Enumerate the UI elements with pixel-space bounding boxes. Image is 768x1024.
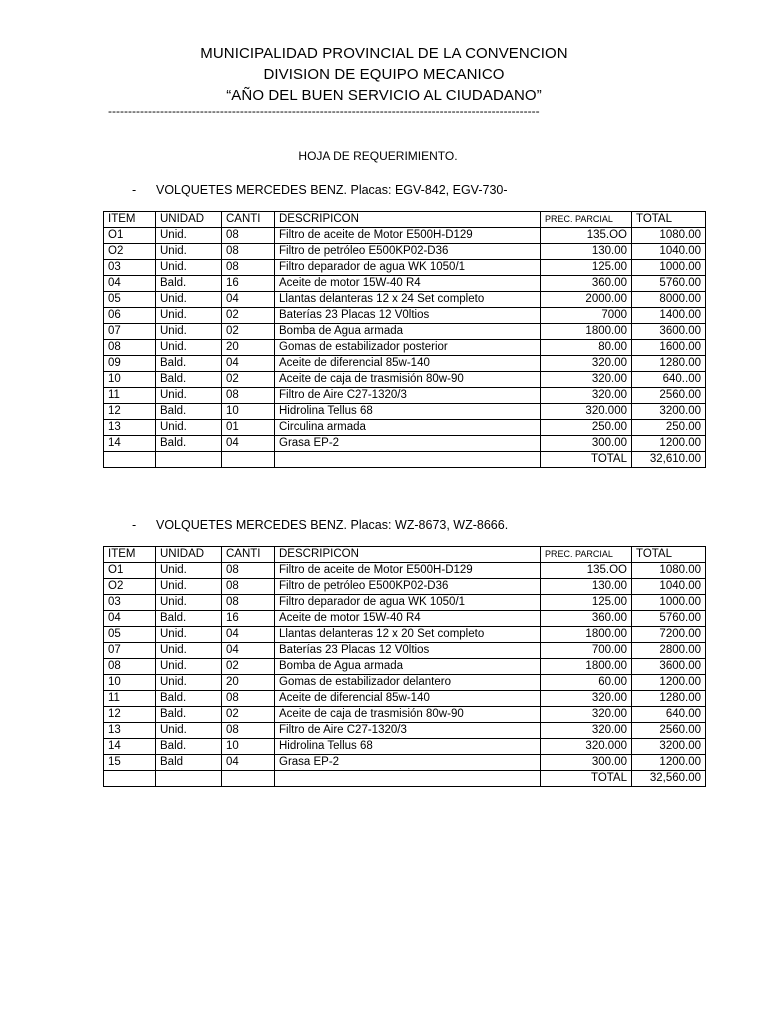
canti-cell: 04 [222,643,275,659]
total-cell: 1040.00 [632,579,706,595]
table-row [104,260,706,276]
unidad-cell: Unid. [156,675,222,691]
prec-parcial-cell: 320.000 [541,404,632,420]
table-row [104,707,706,723]
table-row [104,643,706,659]
unidad-cell: Bald [156,755,222,771]
item-cell: 08 [104,659,156,675]
empty-cell [104,771,156,787]
total-cell: 250.00 [632,420,706,436]
table-row [104,436,706,452]
unidad-cell: Unid. [156,388,222,404]
table-row [104,595,706,611]
canti-cell: 08 [222,723,275,739]
canti-cell: 10 [222,404,275,420]
prec-parcial-cell: 320.00 [541,723,632,739]
empty-cell [275,771,541,787]
descripcion-cell: Hidrolina Tellus 68 [275,404,541,420]
descripcion-cell: Baterías 23 Placas 12 V0ltios [275,643,541,659]
prec-parcial-cell: 2000.00 [541,292,632,308]
prec-parcial-cell: 320.00 [541,372,632,388]
prec-parcial-cell: 1800.00 [541,324,632,340]
total-cell: 3200.00 [632,739,706,755]
grand-total-value: 32,560.00 [632,771,706,787]
table-row [104,420,706,436]
total-cell: 3200.00 [632,404,706,420]
total-cell: 1040.00 [632,244,706,260]
canti-cell: 04 [222,436,275,452]
total-cell: 1080.00 [632,563,706,579]
col-header-descripcion: DESCRIPICON [275,212,541,228]
item-cell: 03 [104,260,156,276]
descripcion-cell: Aceite de motor 15W-40 R4 [275,276,541,292]
requirement-table-1 [103,211,706,468]
descripcion-cell: Filtro de aceite de Motor E500H-D129 [275,228,541,244]
document-title: HOJA DE REQUERIMIENTO. [298,149,458,163]
unidad-cell: Unid. [156,228,222,244]
total-cell: 640.00 [632,707,706,723]
total-row [104,452,706,468]
canti-cell: 04 [222,755,275,771]
unidad-cell: Unid. [156,723,222,739]
col-header-prec-parcial: PREC. PARCIAL [541,212,632,228]
total-cell: 1080.00 [632,228,706,244]
unidad-cell: Bald. [156,372,222,388]
prec-parcial-cell: 320.00 [541,707,632,723]
table-header-row [104,547,706,563]
grand-total-value: 32,610.00 [632,452,706,468]
item-cell: 05 [104,292,156,308]
col-header-total: TOTAL [632,547,706,563]
section-dash: - [132,518,137,532]
item-cell: 11 [104,691,156,707]
canti-cell: 08 [222,595,275,611]
item-cell: 05 [104,627,156,643]
col-header-unidad: UNIDAD [156,547,222,563]
item-cell: 10 [104,372,156,388]
canti-cell: 08 [222,563,275,579]
col-header-unidad: UNIDAD [156,212,222,228]
unidad-cell: Unid. [156,579,222,595]
table-row [104,755,706,771]
col-header-canti: CANTI [222,212,275,228]
total-cell: 640..00 [632,372,706,388]
unidad-cell: Unid. [156,420,222,436]
canti-cell: 08 [222,691,275,707]
descripcion-cell: Llantas delanteras 12 x 20 Set completo [275,627,541,643]
item-cell: 14 [104,739,156,755]
col-header-total: TOTAL [632,212,706,228]
header-line-division: DIVISION DE EQUIPO MECANICO [263,66,505,83]
item-cell: 12 [104,707,156,723]
descripcion-cell: Circulina armada [275,420,541,436]
item-cell: 03 [104,595,156,611]
unidad-cell: Bald. [156,276,222,292]
table-row [104,372,706,388]
prec-parcial-cell: 60.00 [541,675,632,691]
descripcion-cell: Llantas delanteras 12 x 24 Set completo [275,292,541,308]
unidad-cell: Unid. [156,563,222,579]
unidad-cell: Unid. [156,595,222,611]
total-cell: 3600.00 [632,659,706,675]
descripcion-cell: Bomba de Agua armada [275,659,541,675]
descripcion-cell: Filtro deparador de agua WK 1050/1 [275,260,541,276]
descripcion-cell: Filtro de petróleo E500KP02-D36 [275,579,541,595]
requirement-table-2 [103,546,706,787]
descripcion-cell: Grasa EP-2 [275,755,541,771]
descripcion-cell: Gomas de estabilizador delantero [275,675,541,691]
item-cell: 07 [104,643,156,659]
canti-cell: 10 [222,739,275,755]
table-row [104,308,706,324]
unidad-cell: Unid. [156,260,222,276]
item-cell: 12 [104,404,156,420]
unidad-cell: Unid. [156,627,222,643]
prec-parcial-cell: 700.00 [541,643,632,659]
canti-cell: 02 [222,372,275,388]
empty-cell [104,452,156,468]
total-cell: 1280.00 [632,356,706,372]
prec-parcial-cell: 1800.00 [541,659,632,675]
unidad-cell: Unid. [156,308,222,324]
item-cell: 14 [104,436,156,452]
table-row [104,244,706,260]
table-row [104,388,706,404]
empty-cell [222,771,275,787]
prec-parcial-cell: 300.00 [541,755,632,771]
item-cell: 11 [104,388,156,404]
descripcion-cell: Hidrolina Tellus 68 [275,739,541,755]
item-cell: 07 [104,324,156,340]
unidad-cell: Unid. [156,292,222,308]
canti-cell: 01 [222,420,275,436]
canti-cell: 02 [222,707,275,723]
prec-parcial-cell: 125.00 [541,595,632,611]
col-header-item: ITEM [104,547,156,563]
canti-cell: 02 [222,308,275,324]
unidad-cell: Unid. [156,643,222,659]
total-cell: 2560.00 [632,388,706,404]
prec-parcial-cell: 360.00 [541,611,632,627]
prec-parcial-cell: 130.00 [541,244,632,260]
descripcion-cell: Filtro de Aire C27-1320/3 [275,723,541,739]
descripcion-cell: Filtro de petróleo E500KP02-D36 [275,244,541,260]
item-cell: 04 [104,276,156,292]
prec-parcial-cell: 1800.00 [541,627,632,643]
section-title: VOLQUETES MERCEDES BENZ. Placas: WZ-8673, WZ-8666. [156,518,509,532]
total-cell: 1280.00 [632,691,706,707]
unidad-cell: Unid. [156,244,222,260]
header-line-year-motto: “AÑO DEL BUEN SERVICIO AL CIUDADANO” [226,87,542,104]
unidad-cell: Bald. [156,611,222,627]
col-header-prec-parcial: PREC. PARCIAL [541,547,632,563]
total-label: TOTAL [541,452,632,468]
canti-cell: 16 [222,276,275,292]
prec-parcial-cell: 360.00 [541,276,632,292]
table-row [104,739,706,755]
item-cell: 10 [104,675,156,691]
table-row [104,324,706,340]
total-label: TOTAL [541,771,632,787]
total-row [104,771,706,787]
canti-cell: 20 [222,340,275,356]
canti-cell: 08 [222,228,275,244]
prec-parcial-cell: 7000 [541,308,632,324]
canti-cell: 08 [222,388,275,404]
prec-parcial-cell: 125.00 [541,260,632,276]
descripcion-cell: Aceite de diferencial 85w-140 [275,356,541,372]
prec-parcial-cell: 300.00 [541,436,632,452]
descripcion-cell: Aceite de diferencial 85w-140 [275,691,541,707]
prec-parcial-cell: 320.000 [541,739,632,755]
item-cell: 13 [104,723,156,739]
table-row [104,340,706,356]
section-heading-1 [132,182,508,198]
prec-parcial-cell: 320.00 [541,388,632,404]
canti-cell: 04 [222,627,275,643]
total-cell: 7200.00 [632,627,706,643]
table-row [104,356,706,372]
table-row [104,659,706,675]
table-row [104,675,706,691]
total-cell: 1200.00 [632,675,706,691]
unidad-cell: Bald. [156,356,222,372]
canti-cell: 16 [222,611,275,627]
table-row [104,563,706,579]
descripcion-cell: Grasa EP-2 [275,436,541,452]
unidad-cell: Bald. [156,707,222,723]
total-cell: 3600.00 [632,324,706,340]
item-cell: 04 [104,611,156,627]
col-header-descripcion: DESCRIPICON [275,547,541,563]
descripcion-cell: Aceite de caja de trasmisión 80w-90 [275,372,541,388]
item-cell: 06 [104,308,156,324]
item-cell: O2 [104,579,156,595]
empty-cell [222,452,275,468]
descripcion-cell: Aceite de caja de trasmisión 80w-90 [275,707,541,723]
prec-parcial-cell: 135.OO [541,563,632,579]
table-row [104,292,706,308]
total-cell: 1200.00 [632,436,706,452]
item-cell: O1 [104,228,156,244]
canti-cell: 04 [222,292,275,308]
total-cell: 5760.00 [632,276,706,292]
empty-cell [156,771,222,787]
item-cell: O1 [104,563,156,579]
canti-cell: 02 [222,324,275,340]
item-cell: 09 [104,356,156,372]
col-header-item: ITEM [104,212,156,228]
descripcion-cell: Filtro de aceite de Motor E500H-D129 [275,563,541,579]
descripcion-cell: Baterías 23 Placas 12 V0ltios [275,308,541,324]
item-cell: 15 [104,755,156,771]
table-row [104,627,706,643]
descripcion-cell: Bomba de Agua armada [275,324,541,340]
descripcion-cell: Aceite de motor 15W-40 R4 [275,611,541,627]
item-cell: 08 [104,340,156,356]
canti-cell: 08 [222,579,275,595]
header-line-municipality: MUNICIPALIDAD PROVINCIAL DE LA CONVENCION [200,45,568,62]
table-row [104,228,706,244]
section-title: VOLQUETES MERCEDES BENZ. Placas: EGV-842, EGV-730- [156,183,508,197]
unidad-cell: Bald. [156,691,222,707]
table-row [104,579,706,595]
table-row [104,276,706,292]
unidad-cell: Unid. [156,324,222,340]
table-row [104,611,706,627]
canti-cell: 04 [222,356,275,372]
section-heading-2 [132,517,508,533]
prec-parcial-cell: 135.OO [541,228,632,244]
total-cell: 1600.00 [632,340,706,356]
section-dash: - [132,183,137,197]
unidad-cell: Bald. [156,436,222,452]
item-cell: O2 [104,244,156,260]
prec-parcial-cell: 320.00 [541,356,632,372]
prec-parcial-cell: 130.00 [541,579,632,595]
unidad-cell: Unid. [156,659,222,675]
total-cell: 1000.00 [632,260,706,276]
table-row [104,723,706,739]
descripcion-cell: Filtro de Aire C27-1320/3 [275,388,541,404]
descripcion-cell: Filtro deparador de agua WK 1050/1 [275,595,541,611]
unidad-cell: Unid. [156,340,222,356]
canti-cell: 20 [222,675,275,691]
prec-parcial-cell: 250.00 [541,420,632,436]
empty-cell [275,452,541,468]
total-cell: 1200.00 [632,755,706,771]
prec-parcial-cell: 320.00 [541,691,632,707]
item-cell: 13 [104,420,156,436]
total-cell: 1400.00 [632,308,706,324]
unidad-cell: Bald. [156,404,222,420]
header-separator: ------------------------------------------------------------------------------------------------------------ [108,104,540,118]
canti-cell: 02 [222,659,275,675]
descripcion-cell: Gomas de estabilizador posterior [275,340,541,356]
table-row [104,404,706,420]
prec-parcial-cell: 80.00 [541,340,632,356]
total-cell: 8000.00 [632,292,706,308]
empty-cell [156,452,222,468]
canti-cell: 08 [222,260,275,276]
unidad-cell: Bald. [156,739,222,755]
canti-cell: 08 [222,244,275,260]
table-header-row [104,212,706,228]
document-header [0,43,768,106]
col-header-canti: CANTI [222,547,275,563]
table-row [104,691,706,707]
total-cell: 2560.00 [632,723,706,739]
total-cell: 5760.00 [632,611,706,627]
total-cell: 2800.00 [632,643,706,659]
total-cell: 1000.00 [632,595,706,611]
